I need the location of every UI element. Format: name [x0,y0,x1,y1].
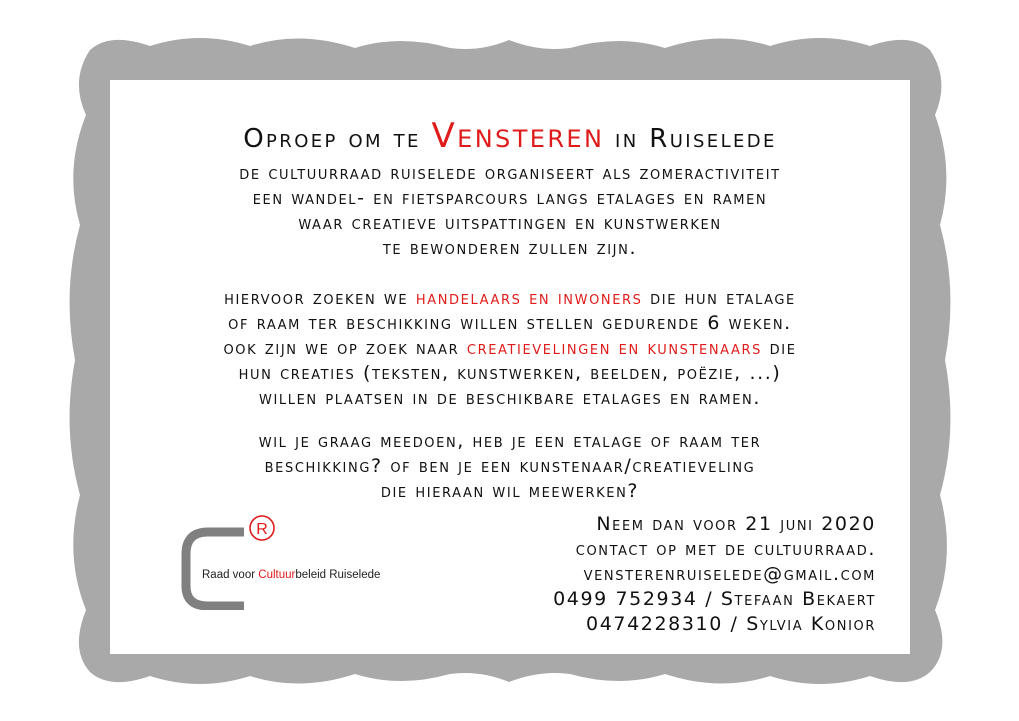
flyer-panel [110,80,910,654]
paragraph2-line4: hun creaties (teksten, kunstwerken, beelden, poëzie, ...) [238,362,782,384]
paragraph3-line1: wil je graag meedoen, heb je een etalage of raam ter [258,430,762,452]
paragraph3-line2: beschikking? of ben je een kunstenaar/creatieveling [264,455,756,477]
paragraph1-line3: waar creatieve uitspattingen en kunstwerken [298,212,722,234]
paragraph2-line2: of raam ter beschikking willen stellen gedurende 6 weken. [228,312,792,334]
paragraph2-line1 [110,287,910,309]
p2-l3-highlight: creatievelingen en kunstenaars [466,337,763,359]
paragraph2-line3 [110,337,910,359]
logo-text-highlight: Cultuur [258,569,296,581]
paragraph1-line2: een wandel- en fietsparcours langs etalages en ramen [252,187,768,209]
contact-line2: contact op met de cultuurraad. [575,538,876,560]
cultuurraad-logo-icon [178,510,298,610]
contact-phone2: 0474228310 / Sylvia Konior [586,613,876,635]
paragraph1-line4: te bewonderen zullen zijn. [382,237,638,259]
logo-text-pre: Raad voor [202,569,259,581]
contact-email: vensterenruiselede@gmail.com [583,563,876,585]
logo-text [202,569,380,581]
paragraph2-line5: willen plaatsen in de beschikbare etalages en ramen. [259,387,761,409]
page-title [110,116,910,156]
p2-l1-post: die hun etalage [650,287,796,309]
contact-line1: Neem dan voor 21 juni 2020 [596,513,876,535]
title-highlight: Vensteren [431,116,605,156]
title-post: in Ruiselede [614,124,777,154]
p2-l1-highlight: handelaars en inwoners [415,287,643,309]
p2-l1-pre: hiervoor zoeken we [224,287,409,309]
title-pre: Oproep om te [243,124,421,154]
logo-text-post: beleid Ruiselede [295,569,381,581]
paragraph1-line1: de cultuurraad ruiselede organiseert als zomeractiviteit [239,162,781,184]
p2-l3-post: die [769,337,797,359]
paragraph3-line3: die hieraan wil meewerken? [380,480,640,502]
svg-text:R: R [256,521,268,538]
contact-phone1: 0499 752934 / Stefaan Bekaert [553,588,876,610]
p2-l3-pre: ook zijn we op zoek naar [223,337,460,359]
